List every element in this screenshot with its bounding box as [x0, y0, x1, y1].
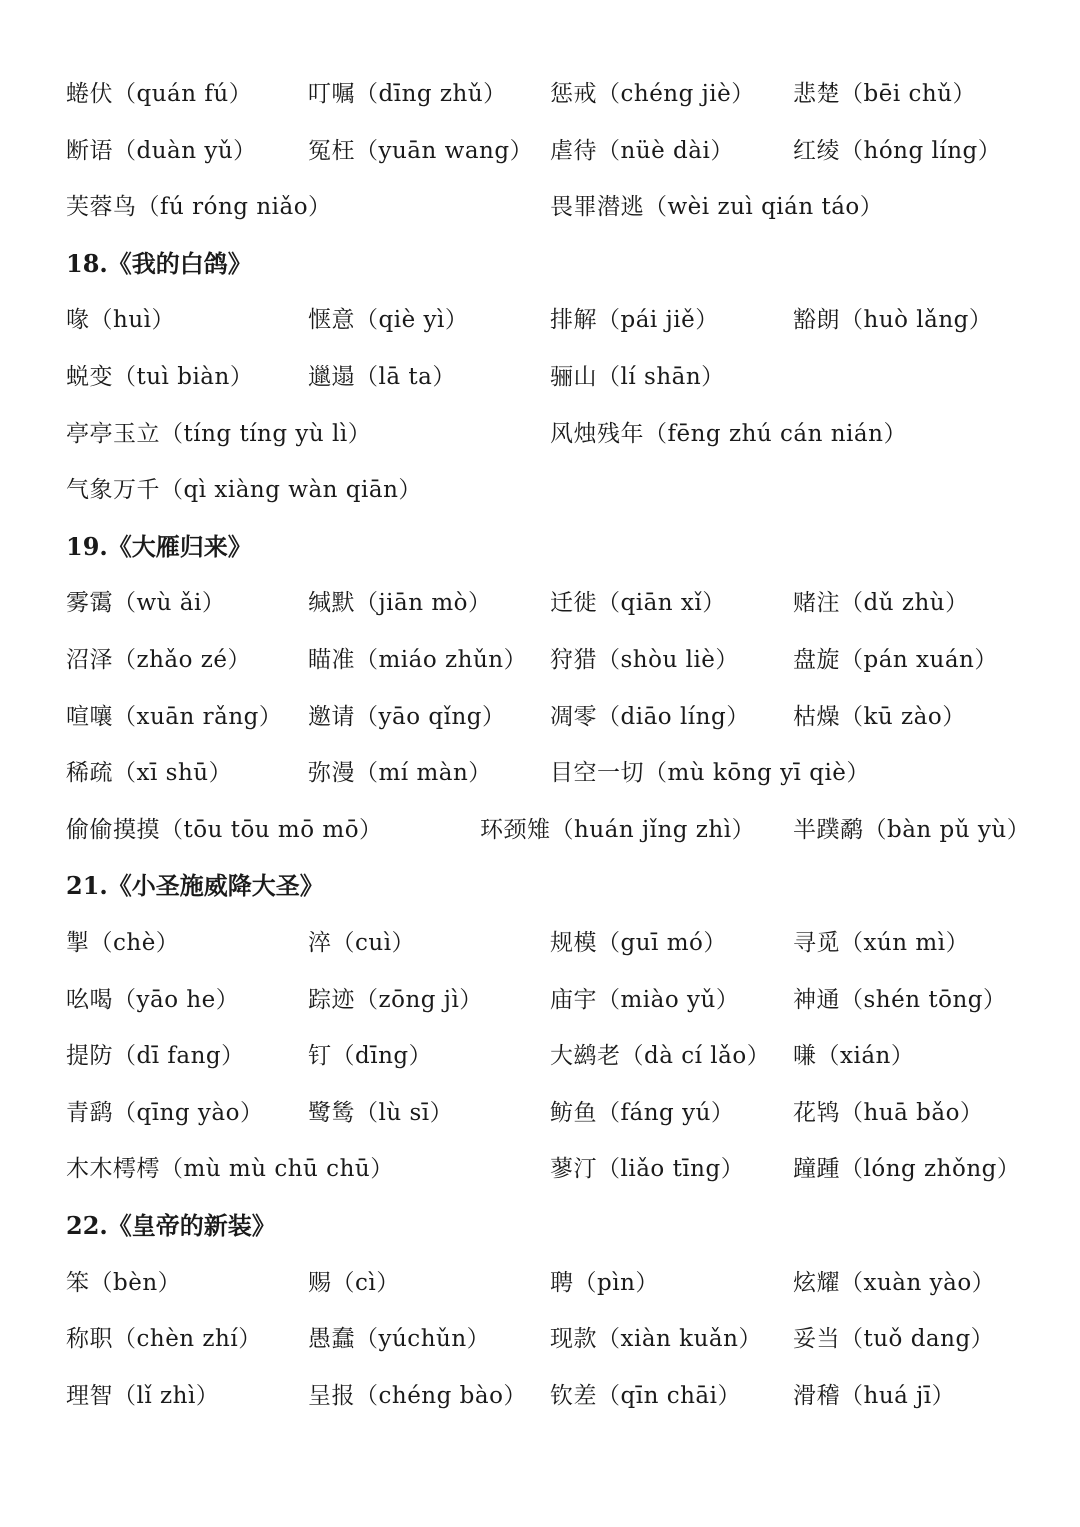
vocab-row — [0, 810, 1080, 850]
vocab-entry: 花鸨（huā bǎo） — [793, 1099, 984, 1126]
vocab-entry: 畏罪潜逃（wèi zuì qián táo） — [550, 194, 884, 221]
vocab-entry: 嗛（xián） — [793, 1043, 915, 1070]
vocab-entry: 悲楚（bēi chǔ） — [793, 81, 977, 107]
section-heading: 22.《皇帝的新装》 — [66, 1211, 276, 1240]
vocab-entry: 聘（pìn） — [550, 1269, 659, 1296]
vocab-row — [0, 640, 1080, 680]
vocab-entry: 大鹚老（dà cí lǎo） — [550, 1043, 771, 1070]
section-heading: 21.《小圣施威降大圣》 — [66, 871, 324, 901]
vocab-entry: 偷偷摸摸（tōu tōu mō mō） — [66, 816, 383, 843]
vocab-entry: 钦差（qīn chāi） — [550, 1382, 741, 1409]
vocab-row — [0, 187, 1080, 227]
vocab-entry: 目空一切（mù kōng yī qiè） — [550, 760, 870, 787]
vocab-entry: 排解（pái jiě） — [550, 307, 719, 334]
vocab-entry: 雾霭（wù ǎi） — [66, 590, 226, 617]
vocab-entry: 稀疏（xī shū） — [66, 760, 233, 787]
vocab-entry: 炫耀（xuàn yào） — [793, 1269, 996, 1296]
vocab-row — [0, 131, 1080, 171]
vocab-entry: 鹭鸶（lù sī） — [308, 1099, 454, 1126]
vocab-entry: 钉（dīng） — [308, 1043, 433, 1070]
section-heading: 18.《我的白鸽》 — [66, 248, 252, 278]
vocab-entry: 寻觅（xún mì） — [793, 930, 970, 956]
vocab-entry: 断语（duàn yǔ） — [66, 137, 257, 164]
vocab-entry: 冤枉（yuān wang） — [308, 137, 534, 164]
vocab-row — [0, 697, 1080, 737]
vocab-row — [0, 583, 1080, 623]
vocab-row — [0, 753, 1080, 793]
vocab-entry: 掣（chè） — [66, 930, 180, 956]
vocab-entry: 鲂鱼（fáng yú） — [550, 1099, 735, 1126]
vocab-row — [0, 1319, 1080, 1359]
vocab-entry: 沼泽（zhǎo zé） — [66, 647, 252, 673]
vocab-row — [0, 1036, 1080, 1076]
vocab-entry: 称职（chèn zhí） — [66, 1326, 262, 1353]
vocab-entry: 赐（cì） — [308, 1269, 400, 1296]
vocab-entry: 惩戒（chéng jiè） — [550, 81, 755, 107]
vocab-entry: 迁徙（qiān xǐ） — [550, 590, 726, 617]
vocab-row — [0, 923, 1080, 963]
section-heading-row — [0, 244, 1080, 284]
vocab-row — [0, 980, 1080, 1020]
vocab-entry: 吆喝（yāo he） — [66, 986, 240, 1013]
vocab-entry: 赌注（dǔ zhù） — [793, 590, 969, 617]
vocab-entry: 妥当（tuǒ dang） — [793, 1326, 995, 1353]
vocab-entry: 呈报（chéng bào） — [308, 1382, 527, 1409]
vocab-entry: 邀请（yāo qǐng） — [308, 703, 506, 730]
vocab-entry: 喙（huì） — [66, 307, 175, 334]
section-heading: 19.《大雁归来》 — [66, 531, 252, 561]
vocab-entry: 红绫（hóng líng） — [793, 137, 1002, 164]
vocab-entry: 亭亭玉立（tíng tíng yù lì） — [66, 420, 372, 447]
vocab-entry: 提防（dī fang） — [66, 1043, 245, 1070]
vocab-entry: 邋遢（lā ta） — [308, 364, 456, 390]
vocab-row — [0, 357, 1080, 397]
section-heading-row — [0, 1206, 1080, 1246]
vocab-entry: 凋零（diāo líng） — [550, 703, 750, 730]
vocab-row — [0, 300, 1080, 340]
vocab-entry: 规模（guī mó） — [550, 930, 727, 956]
vocab-entry: 神通（shén tōng） — [793, 986, 1007, 1013]
vocab-row — [0, 74, 1080, 114]
vocab-entry: 淬（cuì） — [308, 930, 416, 956]
vocab-entry: 愚蠢（yúchǔn） — [308, 1326, 491, 1353]
vocab-entry: 蓼汀（liǎo tīng） — [550, 1156, 745, 1183]
vocab-entry: 滑稽（huá jī） — [793, 1382, 956, 1409]
vocab-entry: 半蹼鹬（bàn pǔ yù） — [793, 816, 1031, 843]
vocab-entry: 狩猎（shòu liè） — [550, 647, 739, 673]
vocab-entry: 木木樗樗（mù mù chū chū） — [66, 1156, 394, 1183]
vocab-entry: 环颈雉（huán jǐng zhì） — [480, 816, 756, 843]
vocab-entry: 蜕变（tuì biàn） — [66, 364, 254, 390]
vocab-entry: 虐待（nüè dài） — [550, 137, 734, 164]
vocab-entry: 现款（xiàn kuǎn） — [550, 1326, 762, 1353]
vocab-entry: 骊山（lí shān） — [550, 364, 725, 390]
vocab-entry: 理智（lǐ zhì） — [66, 1382, 220, 1409]
vocab-row — [0, 1263, 1080, 1303]
vocab-row — [0, 1149, 1080, 1189]
vocab-entry: 蜷伏（quán fú） — [66, 81, 253, 107]
vocab-entry: 瞄准（miáo zhǔn） — [308, 647, 528, 673]
vocab-row — [0, 470, 1080, 510]
vocab-entry: 气象万千（qì xiàng wàn qiān） — [66, 477, 422, 504]
vocab-row — [0, 1376, 1080, 1416]
vocab-entry: 笨（bèn） — [66, 1269, 182, 1296]
vocab-entry: 枯燥（kū zào） — [793, 703, 966, 730]
vocab-entry: 喧嚷（xuān rǎng） — [66, 703, 283, 730]
vocab-entry: 缄默（jiān mò） — [308, 590, 492, 617]
vocab-row — [0, 1093, 1080, 1133]
vocab-entry: 踪迹（zōng jì） — [308, 986, 483, 1013]
vocab-entry: 蹱踵（lóng zhǒng） — [793, 1156, 1021, 1183]
vocab-entry: 芙蓉鸟（fú róng niǎo） — [66, 194, 332, 221]
section-heading-row — [0, 866, 1080, 906]
vocab-entry: 弥漫（mí màn） — [308, 760, 492, 787]
vocab-entry: 庙宇（miào yǔ） — [550, 986, 740, 1013]
vocab-entry: 风烛残年（fēng zhú cán nián） — [550, 420, 907, 447]
section-heading-row — [0, 527, 1080, 567]
vocab-entry: 惬意（qiè yì） — [308, 307, 469, 334]
vocab-entry: 盘旋（pán xuán） — [793, 647, 998, 673]
vocab-entry: 豁朗（huò lǎng） — [793, 307, 993, 334]
vocab-entry: 青鹞（qīng yào） — [66, 1099, 264, 1126]
vocab-row — [0, 414, 1080, 454]
vocab-entry: 叮嘱（dīng zhǔ） — [308, 81, 507, 107]
